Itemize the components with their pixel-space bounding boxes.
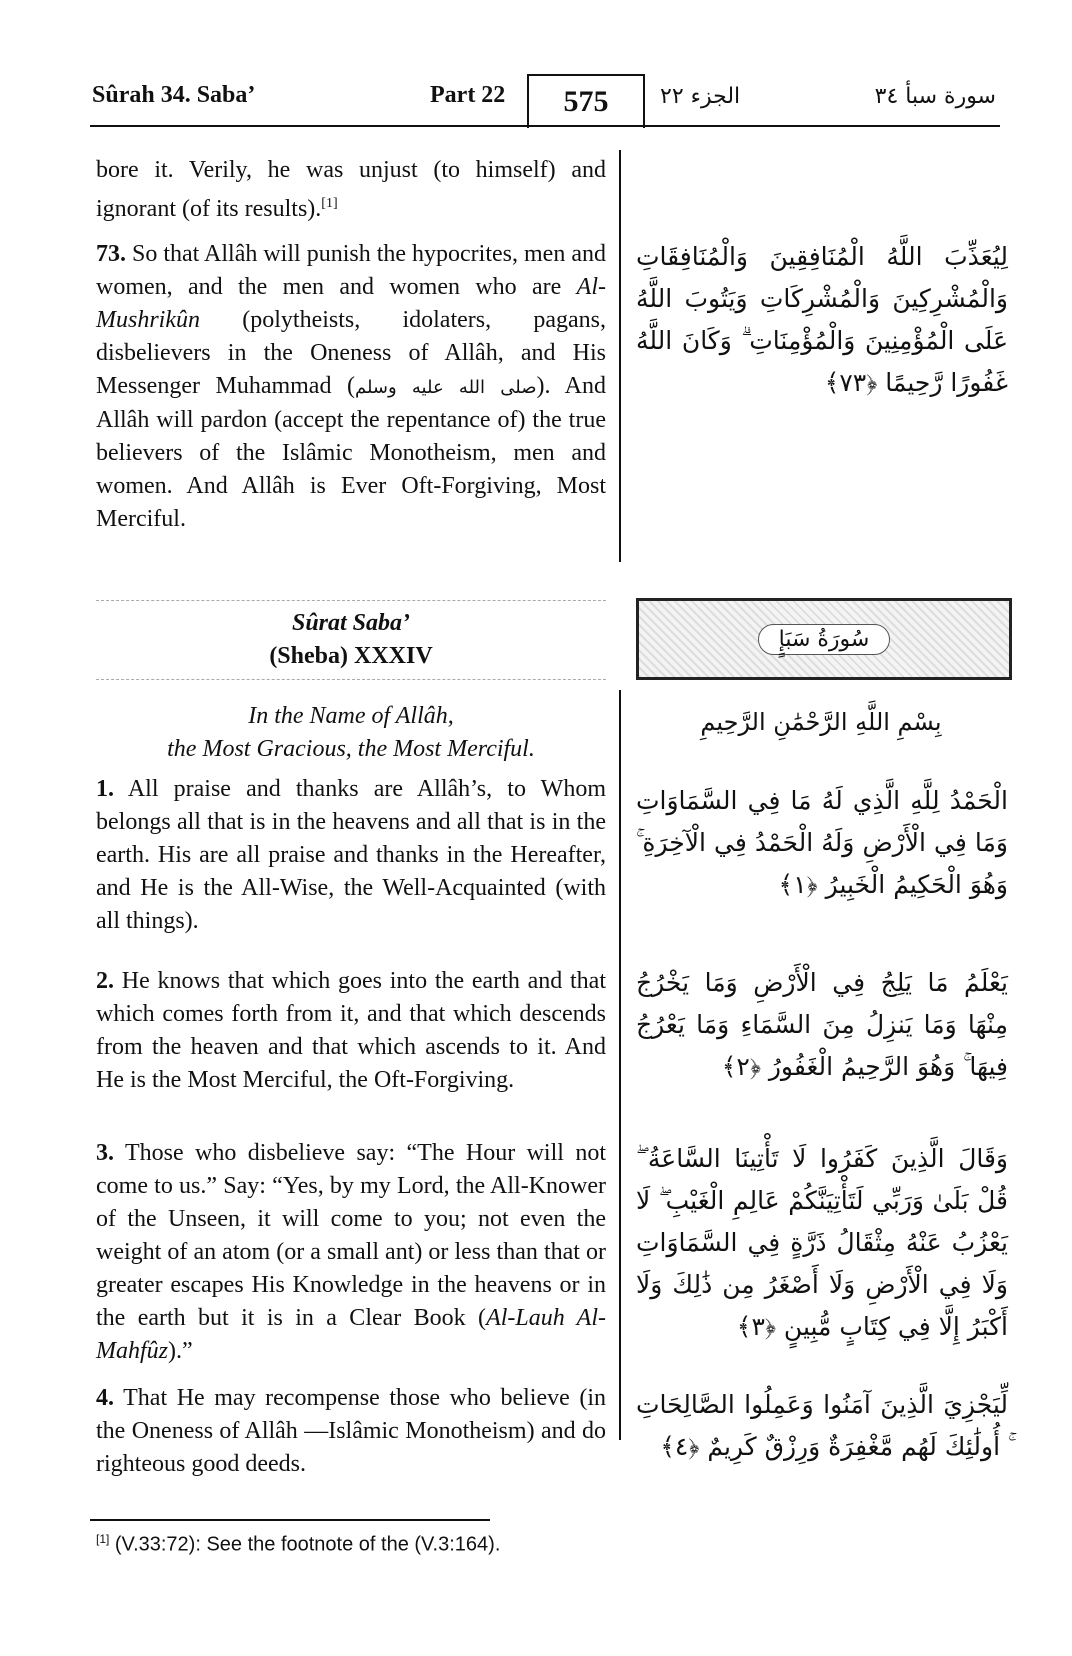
surah-banner-title: سُورَةُ سَبَإٍ [758, 624, 891, 655]
verse-text: ).” [168, 1338, 193, 1364]
header-surah-title: Sûrah 34. Saba’ [92, 82, 256, 108]
verse-3-arabic: وَقَالَ الَّذِينَ كَفَرُوا لَا تَأْتِينَا السَّاعَةُ ۖ قُلْ بَلَىٰ وَرَبِّي لَتَأْتِيَنَّكُمْ عَالِمِ الْغَيْبِ ۖ لَا يَعْزُبُ عَنْهُ مِثْقَالُ ذَرَّةٍ فِي السَّمَاوَاتِ وَلَا فِي الْأَرْضِ وَلَا أَصْغَرُ مِن ذَٰلِكَ وَلَا أَكْبَرُ إِلَّا فِي كِتَابٍ مُّبِينٍ ﴿٣﴾ [636, 1144, 1008, 1341]
footnote-mark: [1] [96, 1532, 110, 1546]
verse-text: He knows that which goes into the earth and that which comes forth from it, and that which descends from the heaven and that which ascends to it. And He is the Most Merciful, the Oft-Forgiving. [96, 968, 606, 1093]
header-juz-arabic: الجزء ٢٢ [660, 84, 741, 109]
verse-73-english: 73. So that Allâh will punish the hypocrites, men and women, and the men and women who are Al-Mushrikûn (polytheists, idolaters, pagans, disbelievers in the Oneness of Allâh, and His Messenger Muhammad (صلى الله عليه وسلم). And Allâh will pardon (accept the repentance of) the true believers of the Islâmic Monotheism, men and women. And Allâh is Ever Oft-Forgiving, Most Merciful. [96, 241, 607, 532]
verse-number: 73. [96, 241, 126, 267]
verse-term: Al-Lauh Al-Mahfûz [96, 1305, 607, 1364]
header-surah-arabic: سورة سبأ ٣٤ [874, 84, 996, 109]
bismillah-english [96, 700, 606, 766]
page-number: 575 [527, 74, 645, 128]
verse-text: (polytheists, idolaters, pagans, disbelievers in the Oneness of Allâh, and His Messenger Muhammad [96, 307, 606, 399]
verse-number: 3. [96, 1140, 114, 1166]
verse-number: 1. [96, 776, 114, 802]
surah-banner-ornament [636, 598, 1012, 680]
salutation-arabic: صلى الله عليه وسلم [354, 377, 537, 398]
column-divider [619, 690, 621, 1440]
verse-2-english [96, 965, 606, 1097]
verse-3-english [96, 1137, 606, 1368]
verse-number: 4. [96, 1385, 114, 1411]
footnote-ref: [1] [321, 196, 338, 211]
surah-subtitle: (Sheba) XXXIV [269, 643, 433, 669]
running-header [90, 70, 1000, 126]
surah-title: Sûrat Saba’ [291, 610, 411, 636]
verse-73-arabic: لِيُعَذِّبَ اللَّهُ الْمُنَافِقِينَ وَالْمُنَافِقَاتِ وَالْمُشْرِكِينَ وَالْمُشْرِكَاتِ وَيَتُوبَ اللَّهُ عَلَى الْمُؤْمِنِينَ وَالْمُؤْمِنَاتِ ۗ وَكَانَ اللَّهُ غَفُورًا رَّحِيمًا ﴿٧٣﴾ [636, 242, 1008, 397]
verse-72-continuation [96, 154, 606, 226]
verse-1-arabic: الْحَمْدُ لِلَّهِ الَّذِي لَهُ مَا فِي السَّمَاوَاتِ وَمَا فِي الْأَرْضِ وَلَهُ الْحَمْدُ فِي الْآخِرَةِ ۚ وَهُوَ الْحَكِيمُ الْخَبِيرُ ﴿١﴾ [636, 786, 1008, 899]
verse-text: So that Allâh will punish the hypocrites, men and women, and the men and women who are [96, 241, 606, 300]
continuation-text: bore it. Verily, he was unjust (to himself) and ignorant (of its results). [96, 157, 606, 222]
verse-2-arabic: يَعْلَمُ مَا يَلِجُ فِي الْأَرْضِ وَمَا يَخْرُجُ مِنْهَا وَمَا يَنزِلُ مِنَ السَّمَاءِ وَمَا يَعْرُجُ فِيهَا ۚ وَهُوَ الرَّحِيمُ الْغَفُورُ ﴿٢﴾ [636, 968, 1008, 1081]
verse-term: Al-Mushrikûn [96, 274, 606, 333]
header-part: Part 22 [430, 82, 506, 108]
footnote [96, 1532, 500, 1557]
surah-title-block [96, 600, 606, 680]
verse-text: That He may recompense those who believe (in the Oneness of Allâh —Islâmic Monotheism) and do righteous good deeds. [96, 1385, 606, 1477]
bismillah-line: the Most Gracious, the Most Merciful. [167, 736, 535, 762]
bismillah-line: In the Name of Allâh, [248, 703, 454, 729]
bismillah-arabic: بِسْمِ اللَّهِ الرَّحْمَٰنِ الرَّحِيمِ [700, 708, 942, 736]
column-divider [619, 150, 621, 562]
verse-4-arabic: لِّيَجْزِيَ الَّذِينَ آمَنُوا وَعَمِلُوا الصَّالِحَاتِ ۚ أُولَٰئِكَ لَهُم مَّغْفِرَةٌ وَرِزْقٌ كَرِيمٌ ﴿٤﴾ [636, 1390, 1008, 1461]
footnote-rule [90, 1519, 490, 1521]
footnote-text: (V.33:72): See the footnote of the (V.3:164). [109, 1533, 501, 1556]
verse-number: 2. [96, 968, 114, 994]
header-rule [90, 125, 1000, 127]
verse-1-english [96, 773, 606, 938]
verse-text: ). And Allâh will pardon (accept the repentance of) the true believers of the Islâmic Monotheism, men and women. And Allâh is Ever Oft-Forgiving, Most Merciful. [96, 373, 607, 532]
verse-text: Those who disbelieve say: “The Hour will not come to us.” Say: “Yes, by my Lord, the All-Knower of the Unseen, it will come to you; not even the weight of an atom (or a small ant) or less than that or greater escapes His Knowledge in the heavens or in the earth but it is in a Clear Book ( [96, 1140, 606, 1331]
verse-4-english [96, 1382, 606, 1481]
verse-text: All praise and thanks are Allâh’s, to Whom belongs all that is in the heavens and all that is in the earth. His are all praise and thanks in the Hereafter, and He is the All-Wise, the Well-Acquainted (with all things). [96, 776, 606, 934]
